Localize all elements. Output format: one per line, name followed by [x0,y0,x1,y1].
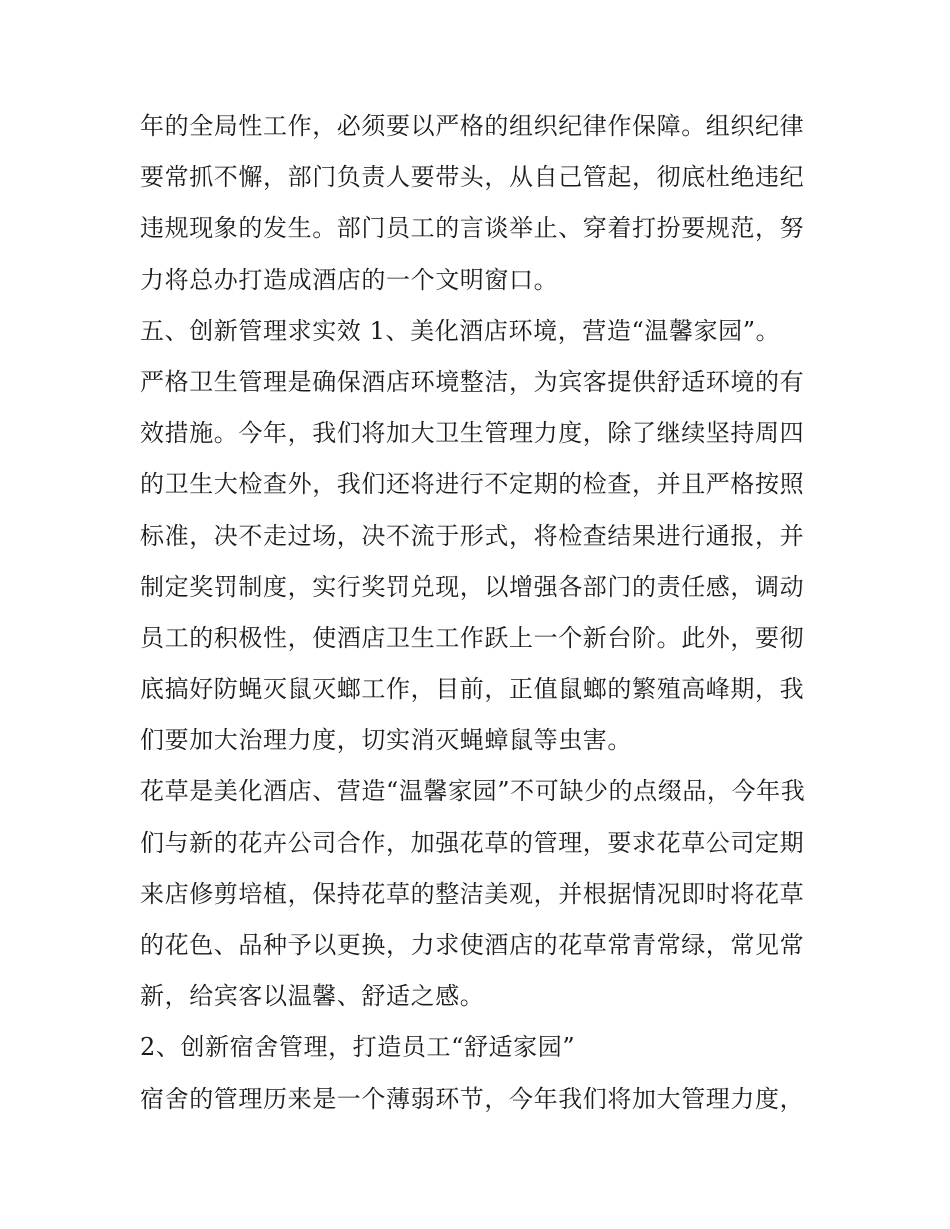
text-line-9: 标准，决不走过场，决不流于形式，将检查结果进行通报，并 [140,521,805,550]
text-line-13: 们要加大治理力度，切实消灭蝇蟑鼠等虫害。 [140,726,632,755]
text-line-6: 严格卫生管理是确保酒店环境整洁，为宾客提供舒适环境的有 [140,367,805,396]
text-line-14: 花草是美化酒店、营造“温馨家园”不可缺少的点缀品，今年我 [140,777,806,806]
text-line-11: 员工的积极性，使酒店卫生工作跃上一个新台阶。此外，要彻 [140,623,805,652]
text-line-7: 效措施。今年，我们将加大卫生管理力度，除了继续坚持周四 [140,419,805,448]
text-line-12: 底搞好防蝇灭鼠灭螂工作，目前，正值鼠螂的繁殖高峰期，我 [140,675,805,704]
text-line-20: 宿舍的管理历来是一个薄弱环节，今年我们将加大管理力度， [140,1084,805,1113]
document-body [140,101,812,1125]
text-line-15: 们与新的花卉公司合作，加强花草的管理，要求花草公司定期 [140,828,805,857]
text-line-16: 来店修剪培植，保持花草的整洁美观，并根据情况即时将花草 [140,879,805,908]
text-line-2: 要常抓不懈，部门负责人要带头，从自己管起，彻底杜绝违纪 [140,163,805,192]
text-line-18: 新，给宾客以温馨、舒适之感。 [140,982,485,1011]
text-line-4: 力将总办打造成酒店的一个文明窗口。 [140,265,559,294]
text-line-17: 的花色、品种予以更换，力求使酒店的花草常青常绿，常见常 [140,931,805,959]
text-line-1: 年的全局性工作，必须要以严格的组织纪律作保障。组织纪律 [140,112,805,140]
section-heading-5: 五、创新管理求实效 1、美化酒店环境，营造“温馨家园”。 [140,316,781,345]
text-line-10: 制定奖罚制度，实行奖罚兑现，以增强各部门的责任感，调动 [140,572,805,601]
text-line-3: 违规现象的发生。部门员工的言谈举止、穿着打扮要规范，努 [140,214,805,243]
text-line-8: 的卫生大检查外，我们还将进行不定期的检查，并且严格按照 [140,470,805,499]
sub-heading-2: 2、创新宿舍管理，打造员工“舒适家园” [140,1033,576,1062]
